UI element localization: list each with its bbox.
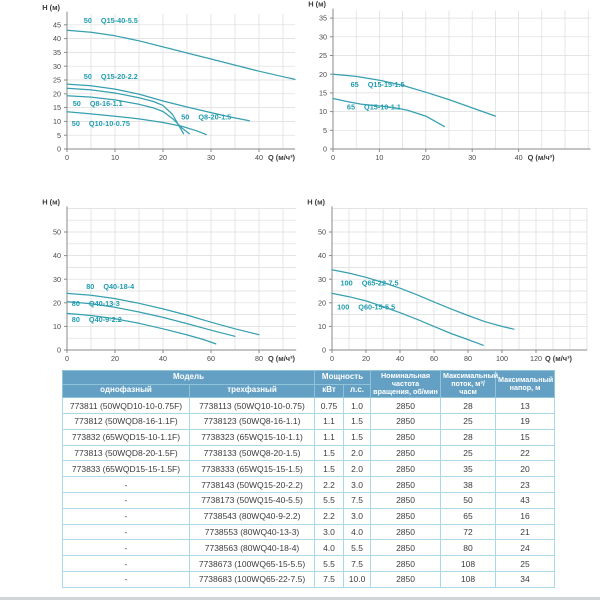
cell-max-head: 43 <box>496 492 555 508</box>
cell-model-single: - <box>63 540 190 556</box>
x-axis-tick-label: 60 <box>430 354 438 363</box>
cell-model-single: 773832 (65WQD15-10-1.1F) <box>63 429 190 445</box>
curve-label-Q8-20-1.5: 50 Q8-20-1.5 <box>181 112 232 122</box>
cell-max-flow: 28 <box>441 429 496 445</box>
pump-curve-chart-50 <box>0 0 300 170</box>
cell-max-head: 19 <box>496 413 555 429</box>
cell-model-single: - <box>63 571 190 587</box>
cell-max-head: 15 <box>496 429 555 445</box>
cell-max-head: 20 <box>496 461 555 477</box>
y-axis-tick-label: 25 <box>53 75 61 85</box>
curve-label-Q15-15-1.5: 65 Q15-15-1.5 <box>350 79 405 89</box>
cell-max-flow: 35 <box>441 461 496 477</box>
cell-model-single: - <box>63 477 190 493</box>
cell-model-three: 7738553 (80WQ40-13-3) <box>190 524 315 540</box>
cell-kw: 2.2 <box>315 477 344 493</box>
table-row <box>63 445 555 461</box>
x-axis-title: Q (м/ч³) <box>545 354 572 363</box>
header-model: Модель <box>63 371 315 385</box>
y-axis-tick-label: 20 <box>318 298 326 308</box>
pump-curve-Q60-15-5.5 <box>332 293 483 345</box>
y-axis-tick-label: 30 <box>53 61 61 71</box>
curve-label-Q65-22-7.5: 100 Q65-22-7.5 <box>340 278 399 288</box>
cell-max-flow: 28 <box>441 398 496 414</box>
cell-hp: 3.0 <box>344 477 371 493</box>
curve-label-Q10-10-0.75: 50 Q10-10-0.75 <box>71 118 130 128</box>
cell-model-three: 7738673 (100WQ65-15-5.5) <box>190 556 315 572</box>
cell-max-head: 13 <box>496 398 555 414</box>
cell-max-flow: 38 <box>441 477 496 493</box>
curve-label-Q15-40-5.5: 50 Q15-40-5.5 <box>83 16 138 26</box>
cell-speed: 2850 <box>371 540 441 556</box>
y-axis-tick-label: 15 <box>53 103 61 113</box>
x-axis-tick-label: 40 <box>514 153 523 162</box>
cell-max-flow: 25 <box>441 413 496 429</box>
table-body <box>63 398 555 588</box>
table-row <box>63 556 555 572</box>
header-single-phase: однофазный <box>63 384 190 398</box>
cell-max-head: 21 <box>496 524 555 540</box>
curve-label-Q60-15-5.5: 100 Q60-15-5.5 <box>337 302 396 312</box>
cell-speed: 2850 <box>371 492 441 508</box>
cell-max-flow: 50 <box>441 492 496 508</box>
x-axis-tick-label: 0 <box>331 153 335 162</box>
header-power: Мощность <box>315 371 371 385</box>
y-axis-tick-label: 10 <box>53 322 61 331</box>
x-axis-tick-label: 100 <box>496 354 508 363</box>
table-row <box>63 540 555 556</box>
y-axis-tick-label: 30 <box>319 32 327 42</box>
cell-speed: 2850 <box>371 398 441 414</box>
x-axis-tick-label: 30 <box>207 153 215 162</box>
table-header <box>63 371 555 398</box>
cell-max-head: 24 <box>496 540 555 556</box>
cell-model-single: - <box>63 556 190 572</box>
cell-max-head: 23 <box>496 477 555 493</box>
cell-model-three: 7738333 (65WQ15-15-1.5) <box>190 461 315 477</box>
x-axis-tick-label: 10 <box>375 153 384 162</box>
y-axis-title: H (м) <box>308 0 326 9</box>
y-axis-tick-label: 25 <box>319 51 327 61</box>
curve-label-Q15-10-1.1: 65 Q15-10-1.1 <box>346 102 401 112</box>
x-axis-tick-label: 20 <box>421 153 430 162</box>
cell-max-head: 16 <box>496 508 555 524</box>
cell-hp: 7.5 <box>344 556 371 572</box>
table-row <box>63 461 555 477</box>
y-axis-title: H (м) <box>42 2 60 12</box>
y-axis-tick-label: 20 <box>319 69 327 79</box>
cell-model-single: 773833 (65WQD15-15-1.5F) <box>63 461 190 477</box>
header-hp: л.с. <box>344 384 371 398</box>
pump-curve-chart-65 <box>300 0 600 170</box>
y-axis-tick-label: 30 <box>318 274 326 284</box>
y-axis-tick-label: 40 <box>53 34 61 44</box>
y-axis-tick-label: 0 <box>322 345 326 355</box>
cell-hp: 1.5 <box>344 429 371 445</box>
y-axis-tick-label: 0 <box>323 144 327 154</box>
y-axis-tick-label: 0 <box>57 144 61 154</box>
x-axis-tick-label: 80 <box>464 354 472 363</box>
x-axis-tick-label: 40 <box>255 153 263 162</box>
x-axis-tick-label: 0 <box>330 354 334 363</box>
cell-kw: 5.5 <box>315 492 344 508</box>
y-axis-tick-label: 5 <box>57 130 61 140</box>
y-axis-tick-label: 15 <box>319 88 327 98</box>
y-axis-tick-label: 10 <box>318 322 326 331</box>
cell-hp: 1.5 <box>344 413 371 429</box>
cell-max-flow: 65 <box>441 508 496 524</box>
cell-max-flow: 25 <box>441 445 496 461</box>
cell-kw: 4.0 <box>315 540 344 556</box>
x-axis-tick-label: 30 <box>468 153 477 162</box>
curve-label-Q40-9-2.2: 80 Q40-9-2.2 <box>71 315 122 325</box>
cell-speed: 2850 <box>371 477 441 493</box>
cell-model-three: 7738683 (100WQ65-22-7.5) <box>190 571 315 587</box>
table-row <box>63 508 555 524</box>
cell-kw: 1.1 <box>315 429 344 445</box>
header-max-head: Максимальный напор, м <box>496 371 555 398</box>
cell-speed: 2850 <box>371 429 441 445</box>
y-axis-tick-label: 35 <box>319 13 327 23</box>
cell-max-flow: 80 <box>441 540 496 556</box>
cell-model-three: 7738123 (50WQ8-16-1.1) <box>190 413 315 429</box>
cell-kw: 1.5 <box>315 445 344 461</box>
y-axis-tick-label: 45 <box>53 20 61 30</box>
y-axis-tick-label: 40 <box>53 251 61 261</box>
table-row <box>63 524 555 540</box>
curve-label-Q15-20-2.2: 50 Q15-20-2.2 <box>83 71 138 81</box>
cell-model-single: 773812 (50WQD8-16-1.1F) <box>63 413 190 429</box>
cell-kw: 2.2 <box>315 508 344 524</box>
cell-max-head: 25 <box>496 556 555 572</box>
x-axis-tick-label: 10 <box>111 153 119 162</box>
cell-kw: 1.5 <box>315 461 344 477</box>
cell-max-head: 22 <box>496 445 555 461</box>
cell-hp: 1.0 <box>344 398 371 414</box>
cell-hp: 3.0 <box>344 508 371 524</box>
cell-model-three: 7738563 (80WQ40-18-4) <box>190 540 315 556</box>
cell-hp: 4.0 <box>344 524 371 540</box>
table-row <box>63 429 555 445</box>
y-axis-tick-label: 35 <box>53 48 61 57</box>
x-axis-tick-label: 20 <box>111 354 119 363</box>
cell-speed: 2850 <box>371 571 441 587</box>
cell-max-flow: 72 <box>441 524 496 540</box>
curve-label-Q8-16-1.1: 50 Q8-16-1.1 <box>72 98 123 108</box>
y-axis-tick-label: 10 <box>53 117 61 126</box>
pump-spec-table <box>62 370 555 588</box>
table-row <box>63 492 555 508</box>
cell-kw: 1.1 <box>315 413 344 429</box>
y-axis-tick-label: 50 <box>318 227 326 237</box>
cell-kw: 3.0 <box>315 524 344 540</box>
y-axis-tick-label: 0 <box>57 345 61 355</box>
cell-hp: 2.0 <box>344 461 371 477</box>
pump-curve-chart-100 <box>300 190 600 365</box>
pump-curve-Q8-16-1.1 <box>67 96 189 134</box>
table-row <box>63 398 555 414</box>
x-axis-tick-label: 80 <box>255 354 263 363</box>
curve-label-Q40-13-3: 80 Q40-13-3 <box>71 299 120 309</box>
header-kw: кВт <box>315 384 344 398</box>
cell-hp: 10.0 <box>344 571 371 587</box>
cell-model-single: - <box>63 508 190 524</box>
cell-model-three: 7738543 (80WQ40-9-2.2) <box>190 508 315 524</box>
cell-model-single: 773811 (50WQD10-10-0.75F) <box>63 398 190 414</box>
header-three-phase: трехфазный <box>190 384 315 398</box>
y-axis-tick-label: 10 <box>319 107 327 117</box>
cell-max-head: 34 <box>496 571 555 587</box>
y-axis-tick-label: 40 <box>318 251 326 261</box>
cell-hp: 2.0 <box>344 445 371 461</box>
x-axis-title: Q (м/ч³) <box>268 153 295 162</box>
cell-max-flow: 108 <box>441 571 496 587</box>
cell-kw: 0.75 <box>315 398 344 414</box>
table-row <box>63 413 555 429</box>
cell-speed: 2850 <box>371 445 441 461</box>
table-row <box>63 477 555 493</box>
x-axis-tick-label: 0 <box>65 153 69 162</box>
header-max-flow: Максимальный поток, м³/часм <box>441 371 496 398</box>
cell-model-single: - <box>63 524 190 540</box>
y-axis-tick-label: 50 <box>53 227 61 237</box>
cell-speed: 2850 <box>371 461 441 477</box>
cell-model-single: 773813 (50WQD8-20-1.5F) <box>63 445 190 461</box>
x-axis-tick-label: 40 <box>396 354 404 363</box>
cell-model-three: 7738323 (65WQ15-10-1.1) <box>190 429 315 445</box>
x-axis-tick-label: 60 <box>207 354 215 363</box>
y-axis-tick-label: 20 <box>53 89 61 99</box>
table-row <box>63 571 555 587</box>
header-speed: Номинальная частота вращения, об/мин <box>371 371 441 398</box>
y-axis-title: H (м) <box>42 197 60 207</box>
cell-model-single: - <box>63 492 190 508</box>
cell-model-three: 7738113 (50WQ10-10-0.75) <box>190 398 315 414</box>
cell-kw: 5.5 <box>315 556 344 572</box>
y-axis-title: H (м) <box>307 197 325 207</box>
cell-speed: 2850 <box>371 556 441 572</box>
cell-model-three: 7738143 (50WQ15-20-2.2) <box>190 477 315 493</box>
y-axis-tick-label: 5 <box>323 125 327 135</box>
cell-speed: 2850 <box>371 508 441 524</box>
cell-model-three: 7738173 (50WQ15-40-5.5) <box>190 492 315 508</box>
x-axis-title: Q (м/ч³) <box>268 354 295 363</box>
x-axis-tick-label: 120 <box>530 354 542 363</box>
y-axis-tick-label: 20 <box>53 298 61 308</box>
x-axis-tick-label: 0 <box>65 354 69 363</box>
curve-label-Q40-18-4: 80 Q40-18-4 <box>86 282 135 292</box>
x-axis-title: Q (м/ч³) <box>527 153 555 162</box>
cell-speed: 2850 <box>371 413 441 429</box>
y-axis-tick-label: 30 <box>53 274 61 284</box>
x-axis-tick-label: 20 <box>159 153 167 162</box>
cell-max-flow: 108 <box>441 556 496 572</box>
cell-model-three: 7738133 (50WQ8-20-1.5) <box>190 445 315 461</box>
x-axis-tick-label: 20 <box>362 354 370 363</box>
cell-hp: 5.5 <box>344 540 371 556</box>
cell-kw: 7.5 <box>315 571 344 587</box>
cell-speed: 2850 <box>371 524 441 540</box>
x-axis-tick-label: 40 <box>159 354 167 363</box>
cell-hp: 7.5 <box>344 492 371 508</box>
pump-curve-chart-80 <box>0 190 300 365</box>
